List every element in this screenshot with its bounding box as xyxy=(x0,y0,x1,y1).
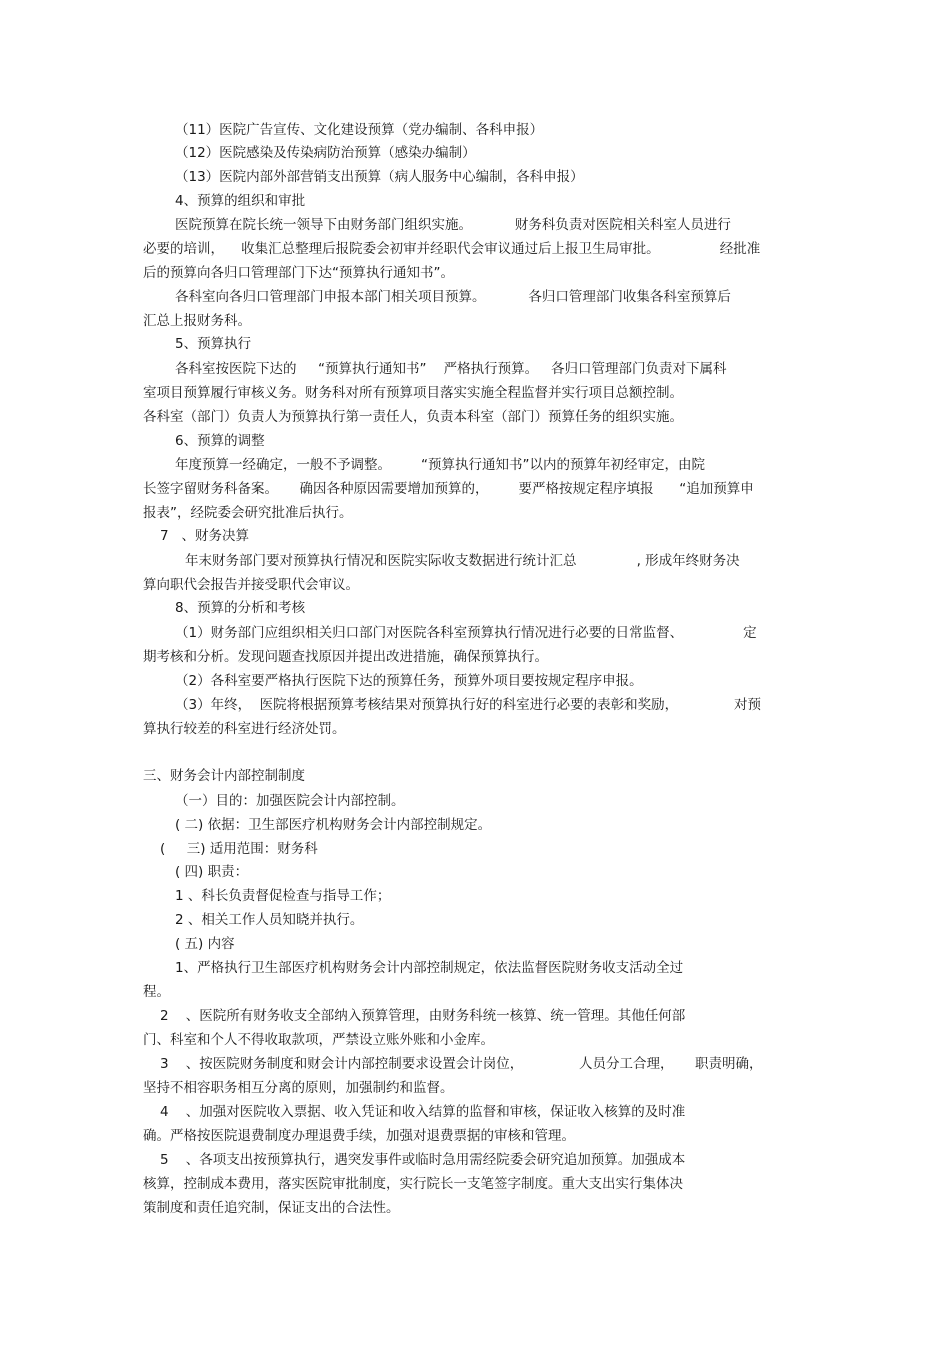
text-line: 1、严格执行卫生部医疗机构财务会计内部控制规定，依法监督医院财务收支活动全过 xyxy=(175,960,684,976)
text-line: 4 、加强对医院收入票据、收入凭证和收入结算的监督和审核，保证收入核算的及时准 xyxy=(160,1104,686,1120)
section-heading: 8、预算的分析和考核 xyxy=(175,600,306,616)
text-line: （一）目的：加强医院会计内部控制。 xyxy=(175,793,405,809)
text-line: 算执行较差的科室进行经济处罚。 xyxy=(143,721,346,737)
text-line: 各科室按医院下达的 “预算执行通知书” 严格执行预算。 各归口管理部门负责对下属科 xyxy=(175,361,727,377)
text-line: ( 二) 依据：卫生部医疗机构财务会计内部控制规定。 xyxy=(175,817,492,833)
text-line: ( 四) 职责： xyxy=(175,864,249,880)
text-line: 医院预算在院长统一领导下由财务部门组织实施。 财务科负责对医院相关科室人员进行 xyxy=(175,217,731,233)
section-heading: 6、预算的调整 xyxy=(175,433,265,449)
text-line: （2）各科室要严格执行医院下达的预算任务，预算外项目要按规定程序申报。 xyxy=(175,673,643,689)
text-line: 核算，控制成本费用，落实医院审批制度，实行院长一支笔签字制度。重大支出实行集体决 xyxy=(143,1176,683,1192)
text-line: 年末财务部门要对预算执行情况和医院实际收支数据进行统计汇总 , 形成年终财务决 xyxy=(185,553,740,569)
text-line: 报表”，经院委会研究批准后执行。 xyxy=(143,505,353,521)
section-heading: 4、预算的组织和审批 xyxy=(175,193,306,209)
text-line: 确。严格按医院退费制度办理退费手续，加强对退费票据的审核和管理。 xyxy=(143,1128,575,1144)
text-line: 期考核和分析。发现问题查找原因并提出改进措施，确保预算执行。 xyxy=(143,649,548,665)
text-line: （3）年终， 医院将根据预算考核结果对预算执行好的科室进行必要的表彰和奖励， 对预 xyxy=(175,697,761,713)
text-line: 年度预算一经确定，一般不予调整。 “预算执行通知书”以内的预算年初经审定，由院 xyxy=(175,457,706,473)
section-heading: 7 、财务决算 xyxy=(160,528,249,544)
text-line: 室项目预算履行审核义务。财务科对所有预算项目落实实施全程监督并实行项目总额控制。 xyxy=(143,385,683,401)
text-line: （1）财务部门应组织相关归口部门对医院各科室预算执行情况进行必要的日常监督、 定 xyxy=(175,625,757,641)
text-line: （12）医院感染及传染病防治预算（感染办编制） xyxy=(175,145,476,161)
text-line: 5 、各项支出按预算执行，遇突发事件或临时急用需经院委会研究追加预算。加强成本 xyxy=(160,1152,686,1168)
text-line: 各科室向各归口管理部门申报本部门相关项目预算。 各归口管理部门收集各科室预算后 xyxy=(175,289,731,305)
text-line: 算向职代会报告并接受职代会审议。 xyxy=(143,577,359,593)
section-heading: 5、预算执行 xyxy=(175,336,252,352)
text-line: ( 三) 适用范围：财务科 xyxy=(160,841,318,857)
text-line: （13）医院内部外部营销支出预算（病人服务中心编制，各科申报） xyxy=(175,169,584,185)
text-line: 程。 xyxy=(143,984,170,1000)
text-line: ( 五) 内容 xyxy=(175,936,235,952)
text-line: 策制度和责任追究制，保证支出的合法性。 xyxy=(143,1200,400,1216)
text-line: 长签字留财务科备案。 确因各种原因需要增加预算的， 要严格按规定程序填报 “追加预算申 xyxy=(143,481,754,497)
text-line: 门、科室和个人不得收取款项，严禁设立账外账和小金库。 xyxy=(143,1032,494,1048)
text-line: 2 、相关工作人员知晓并执行。 xyxy=(175,912,364,928)
text-line: 后的预算向各归口管理部门下达“预算执行通知书”。 xyxy=(143,265,454,281)
text-line: 坚持不相容职务相互分离的原则，加强制约和监督。 xyxy=(143,1080,454,1096)
text-line: 2 、医院所有财务收支全部纳入预算管理，由财务科统一核算、统一管理。其他任何部 xyxy=(160,1008,686,1024)
text-line: （11）医院广告宣传、文化建设预算（党办编制、各科申报） xyxy=(175,122,544,138)
text-line: 必要的培训， 收集汇总整理后报院委会初审并经职代会审议通过后上报卫生局审批。 经批准 xyxy=(143,241,761,257)
chapter-heading: 三、财务会计内部控制制度 xyxy=(143,768,305,784)
text-line: 3 、按医院财务制度和财会计内部控制要求设置会计岗位， 人员分工合理， 职责明确， xyxy=(160,1056,763,1072)
text-line: 汇总上报财务科。 xyxy=(143,313,251,329)
text-line: 各科室（部门）负责人为预算执行第一责任人，负责本科室（部门）预算任务的组织实施。 xyxy=(143,409,683,425)
text-line: 1 、科长负责督促检查与指导工作； xyxy=(175,888,391,904)
